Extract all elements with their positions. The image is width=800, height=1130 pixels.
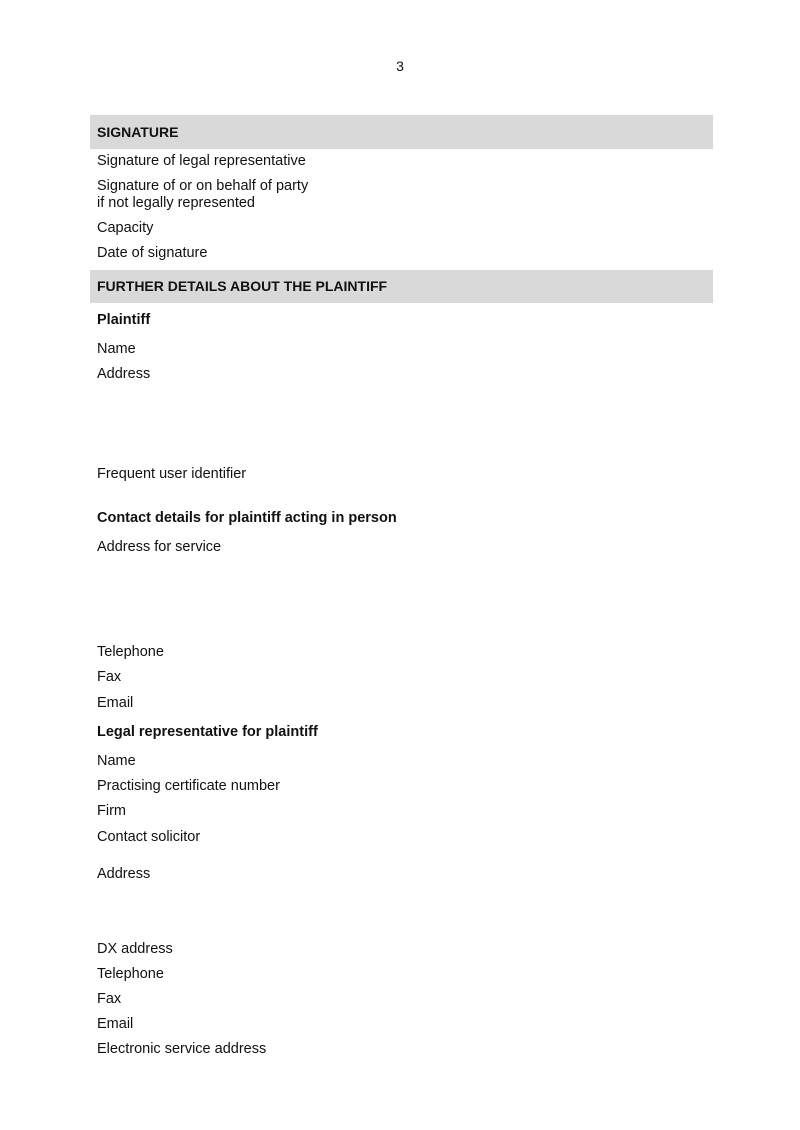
signature-section-title: SIGNATURE [97,124,179,140]
legal-rep-fax-label: Fax [97,991,122,1007]
plaintiff-address-label: Address [97,366,151,382]
party-signature-label-line1: Signature of or on behalf of party [97,178,309,194]
legal-rep-heading: Legal representative for plaintiff [97,724,318,740]
party-signature-label-line2: if not legally represented [97,195,255,211]
firm-label: Firm [97,803,126,819]
legal-rep-name-label: Name [97,753,136,769]
dx-address-label: DX address [97,941,173,957]
plaintiff-name-label: Name [97,341,136,357]
frequent-user-identifier-label: Frequent user identifier [97,466,247,482]
legal-rep-email-label: Email [97,1016,134,1032]
date-of-signature-label: Date of signature [97,245,208,261]
signature-section-header [90,115,713,149]
address-for-service-label: Address for service [97,539,222,555]
practising-certificate-number-label: Practising certificate number [97,778,280,794]
legal-rep-telephone-label: Telephone [97,966,164,982]
in-person-telephone-label: Telephone [97,644,164,660]
legal-rep-signature-label: Signature of legal representative [97,153,306,169]
capacity-label: Capacity [97,220,154,236]
electronic-service-address-label: Electronic service address [97,1041,267,1057]
contact-in-person-heading: Contact details for plaintiff acting in person [97,510,397,526]
contact-solicitor-label: Contact solicitor [97,829,201,845]
in-person-email-label: Email [97,695,134,711]
in-person-fax-label: Fax [97,669,122,685]
page-number: 3 [396,58,404,74]
legal-rep-address-label: Address [97,866,151,882]
plaintiff-section-header [90,270,713,303]
plaintiff-heading: Plaintiff [97,312,151,328]
plaintiff-section-title: FURTHER DETAILS ABOUT THE PLAINTIFF [97,278,388,294]
